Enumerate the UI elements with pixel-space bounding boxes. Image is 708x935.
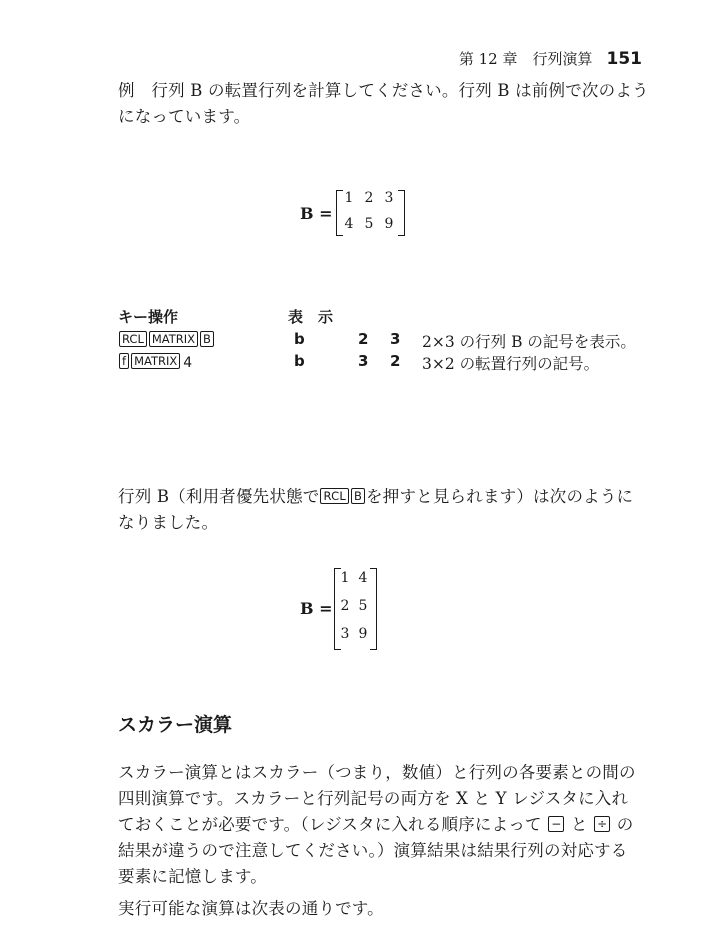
text-span: を押すと見られます）は次のように xyxy=(366,487,634,506)
matrix-cell: 5 xyxy=(364,216,374,232)
display-value: 3 xyxy=(390,330,401,348)
display-char: b xyxy=(294,330,305,348)
page-number: 151 xyxy=(606,49,642,69)
section-title: スカラー演算 xyxy=(118,714,233,736)
chapter-title: 第 12 章 行列演算 xyxy=(458,50,593,68)
matrix-cell: 3 xyxy=(384,190,394,206)
display-value: 2 xyxy=(358,330,369,348)
matrix-cell: 1 xyxy=(340,570,350,586)
paragraph-line: スカラー演算とはスカラー（つまり，数値）と行列の各要素との間の xyxy=(118,763,636,782)
right-bracket xyxy=(370,568,377,650)
matrix-cell: 2 xyxy=(364,190,374,206)
matrix-label: B = xyxy=(300,204,333,223)
paragraph-line: 要素に記憶します。 xyxy=(118,867,267,886)
text-span: ておくことが必要です。（レジスタに入れる順序によって xyxy=(118,815,542,834)
example-line-2: になっています。 xyxy=(118,107,251,126)
key-b: B xyxy=(200,331,214,347)
key-b: B xyxy=(351,488,365,504)
matrix-cell: 5 xyxy=(358,598,368,614)
example-paragraph xyxy=(118,78,658,130)
page-header xyxy=(459,48,642,69)
key-divide: ÷ xyxy=(594,816,610,832)
paragraph-line xyxy=(118,484,658,510)
matrix-paragraph xyxy=(118,484,658,536)
table-row xyxy=(118,330,215,349)
key-matrix: MATRIX xyxy=(131,353,180,369)
text-span: と xyxy=(570,815,588,834)
matrix-cell: 9 xyxy=(358,626,368,642)
row-description: 3×2 の転置行列の記号。 xyxy=(422,355,600,373)
key-minus: − xyxy=(548,816,564,832)
matrix-cell: 4 xyxy=(344,216,354,232)
display-value: 3 xyxy=(358,352,369,370)
text-span: 行列 B（利用者優先状態で xyxy=(118,487,320,506)
column-header-display: 表 示 xyxy=(288,308,334,326)
key-f: f xyxy=(119,353,129,369)
matrix-cell: 4 xyxy=(358,570,368,586)
closing-line: 実行可能な演算は次表の通りです。 xyxy=(118,899,384,918)
display-char: b xyxy=(294,352,305,370)
display-value: 2 xyxy=(390,352,401,370)
key-rcl: RCL xyxy=(320,488,348,504)
paragraph-line: 四則演算です。スカラーと行列記号の両方を X と Y レジスタに入れ xyxy=(118,789,629,808)
paragraph-line xyxy=(118,812,658,838)
key-matrix: MATRIX xyxy=(149,331,198,347)
matrix-cell: 2 xyxy=(340,598,350,614)
matrix-label: B = xyxy=(300,599,333,618)
right-bracket xyxy=(398,190,405,236)
matrix-b-2x3 xyxy=(300,188,420,240)
section-body xyxy=(118,760,658,890)
text-span: の xyxy=(616,815,634,834)
example-line-1: 例 行列 B の転置行列を計算してください。行列 B は前例で次のよう xyxy=(118,81,649,100)
paragraph-line: 結果が違うので注意してください。）演算結果は結果行列の対応する xyxy=(118,841,628,860)
key-digit: 4 xyxy=(183,355,193,371)
row-description: 2×3 の行列 B の記号を表示。 xyxy=(422,333,636,351)
table-row xyxy=(118,352,192,371)
key-rcl: RCL xyxy=(119,331,147,347)
matrix-cell: 1 xyxy=(344,190,354,206)
matrix-cell: 3 xyxy=(340,626,350,642)
matrix-b-3x2 xyxy=(300,566,400,652)
column-header-keys: キー操作 xyxy=(118,308,179,326)
matrix-cell: 9 xyxy=(384,216,394,232)
paragraph-line: なりました。 xyxy=(118,513,219,532)
